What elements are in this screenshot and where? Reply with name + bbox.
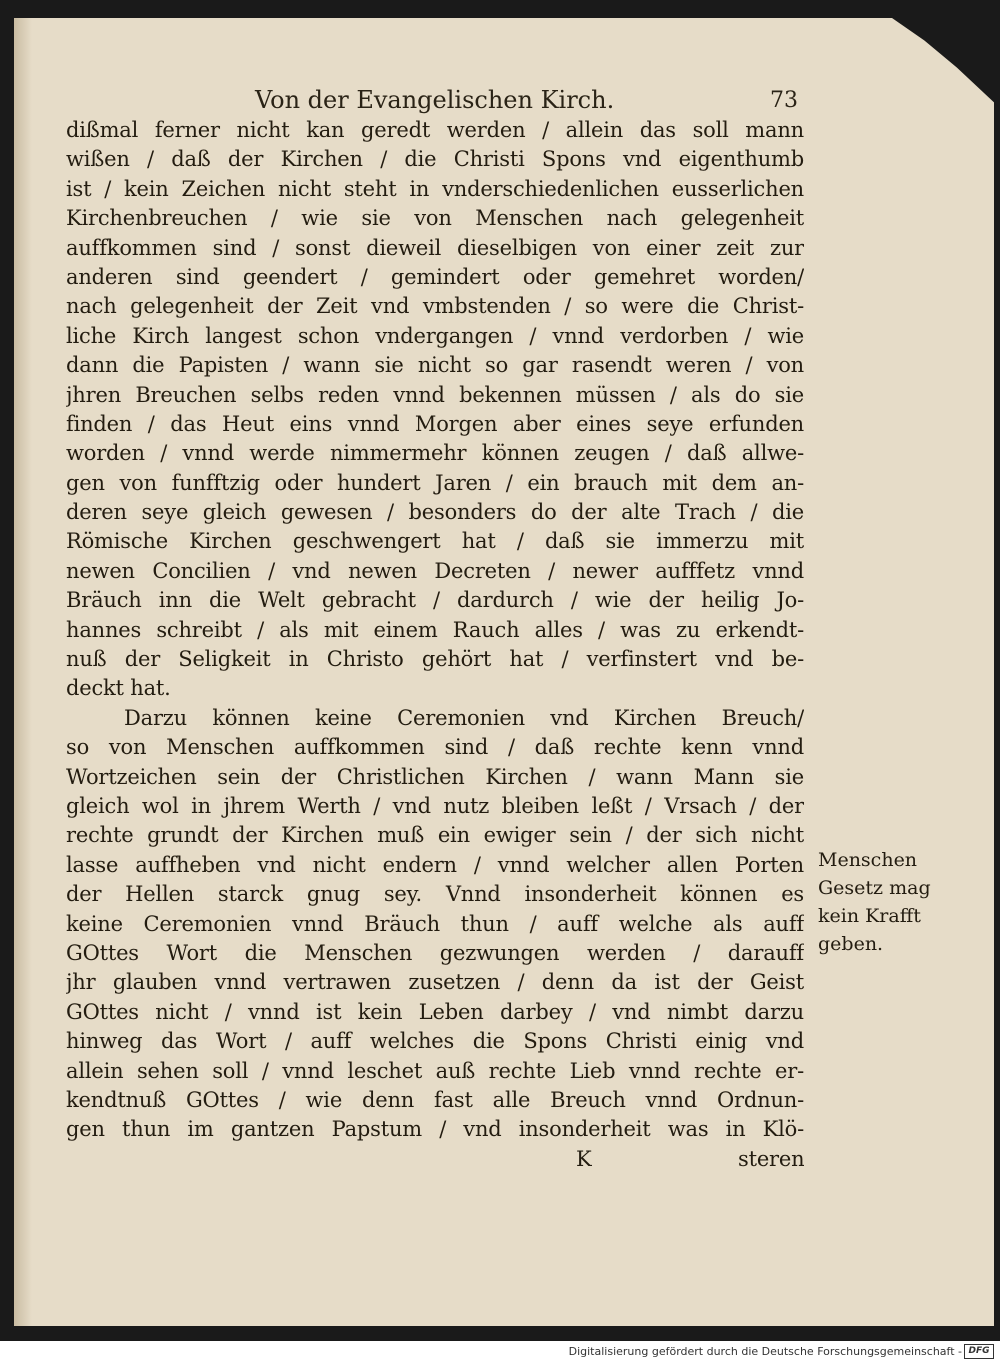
paragraph-start-line: Darzu können keine Ceremonien vnd Kirchen Breuch/	[124, 705, 804, 730]
running-head: Von der Evangelischen Kirch.	[255, 86, 615, 114]
text-line: newen Concilien / vnd newen Decreten / newer aufffetz vnnd	[66, 558, 804, 583]
text-line: wißen / daß der Kirchen / die Christi Spons vnd eigenthumb	[66, 147, 804, 172]
text-line: dißmal ferner nicht kan geredt werden / allein das soll mann	[66, 118, 804, 142]
catchword-line	[66, 1145, 804, 1174]
text-line: GOttes Wort die Menschen gezwungen werden / darauff	[66, 940, 804, 965]
text-line: lasse auffheben vnd nicht endern / vnnd welcher allen Porten	[66, 852, 804, 877]
signature-mark: K	[576, 1146, 592, 1171]
text-line: worden / vnnd werde nimmermehr können zeugen / daß allwe-	[66, 441, 804, 466]
text-line: ist / kein Zeichen nicht steht in vnderschiedenlichen eusserlichen	[66, 176, 804, 201]
paragraph-end-line: deckt hat.	[66, 676, 171, 701]
digitization-credit: Digitalisierung gefördert durch die Deutsche Forschungsgemeinschaft -	[568, 1345, 962, 1358]
text-line: rechte grundt der Kirchen muß ein ewiger sein / der sich nicht	[66, 823, 804, 848]
dfg-logo: DFG	[964, 1344, 994, 1359]
text-line: gen von funfftzig oder hundert Jaren / ein brauch mit dem an-	[66, 470, 804, 495]
text-line: Bräuch inn die Welt gebracht / dardurch / wie der heilig Jo-	[66, 588, 804, 613]
text-line: so von Menschen auffkommen sind / daß rechte kenn vnnd	[66, 735, 804, 760]
body-text	[66, 116, 804, 1174]
text-line: nach gelegenheit der Zeit vnd vmbstenden / so were die Christ-	[66, 294, 804, 319]
page-gutter-shadow	[14, 18, 32, 1326]
text-line: finden / das Heut eins vnnd Morgen aber eines seye erfunden	[66, 411, 804, 436]
text-line: deren seye gleich gewesen / besonders do der alte Trach / die	[66, 500, 804, 525]
marginal-note-line: geben.	[818, 933, 884, 955]
marginal-note	[818, 846, 938, 958]
text-line: allein sehen soll / vnnd leschet auß rechte Lieb vnnd rechte er-	[66, 1058, 804, 1083]
text-line: gen thun im gantzen Papstum / vnd insonderheit was in Klö-	[66, 1117, 804, 1142]
marginal-note-line: kein Krafft	[818, 905, 921, 927]
page-number: 73	[770, 88, 798, 113]
text-line: kendtnuß GOttes / wie denn fast alle Breuch vnnd Ordnun-	[66, 1087, 804, 1112]
text-line: der Hellen starck gnug sey. Vnnd insonderheit können es	[66, 882, 804, 907]
text-line: dann die Papisten / wann sie nicht so gar rasendt weren / von	[66, 353, 804, 378]
text-line: auffkommen sind / sonst dieweil dieselbigen von einer zeit zur	[66, 235, 804, 260]
text-line: gleich wol in jhrem Werth / vnd nutz bleiben leßt / Vrsach / der	[66, 793, 804, 818]
text-line: hinweg das Wort / auff welches die Spons Christi einig vnd	[66, 1029, 804, 1054]
text-line: hannes schreibt / als mit einem Rauch alles / was zu erkendt-	[66, 617, 804, 642]
text-line: Wortzeichen sein der Christlichen Kirchen / wann Mann sie	[66, 764, 804, 789]
catchword: steren	[738, 1146, 804, 1171]
text-line: GOttes nicht / vnnd ist kein Leben darbey / vnd nimbt darzu	[66, 999, 804, 1024]
text-line: Römische Kirchen geschwengert hat / daß sie immerzu mit	[66, 529, 804, 554]
text-line: anderen sind geendert / gemindert oder gemehret worden/	[66, 264, 804, 289]
text-line: jhr glauben vnnd vertrawen zusetzen / denn da ist der Geist	[66, 970, 804, 995]
text-line: keine Ceremonien vnnd Bräuch thun / auff welche als auff	[66, 911, 804, 936]
text-line: Kirchenbreuchen / wie sie von Menschen nach gelegenheit	[66, 206, 804, 231]
text-line: liche Kirch langest schon vndergangen / vnnd verdorben / wie	[66, 323, 804, 348]
marginal-note-line: Gesetz mag	[818, 877, 931, 899]
text-line: nuß der Seligkeit in Christo gehört hat / verfinstert vnd be-	[66, 647, 804, 672]
text-line: jhren Breuchen selbs reden vnnd bekennen müssen / als do sie	[66, 382, 804, 407]
marginal-note-line: Menschen	[818, 849, 918, 871]
